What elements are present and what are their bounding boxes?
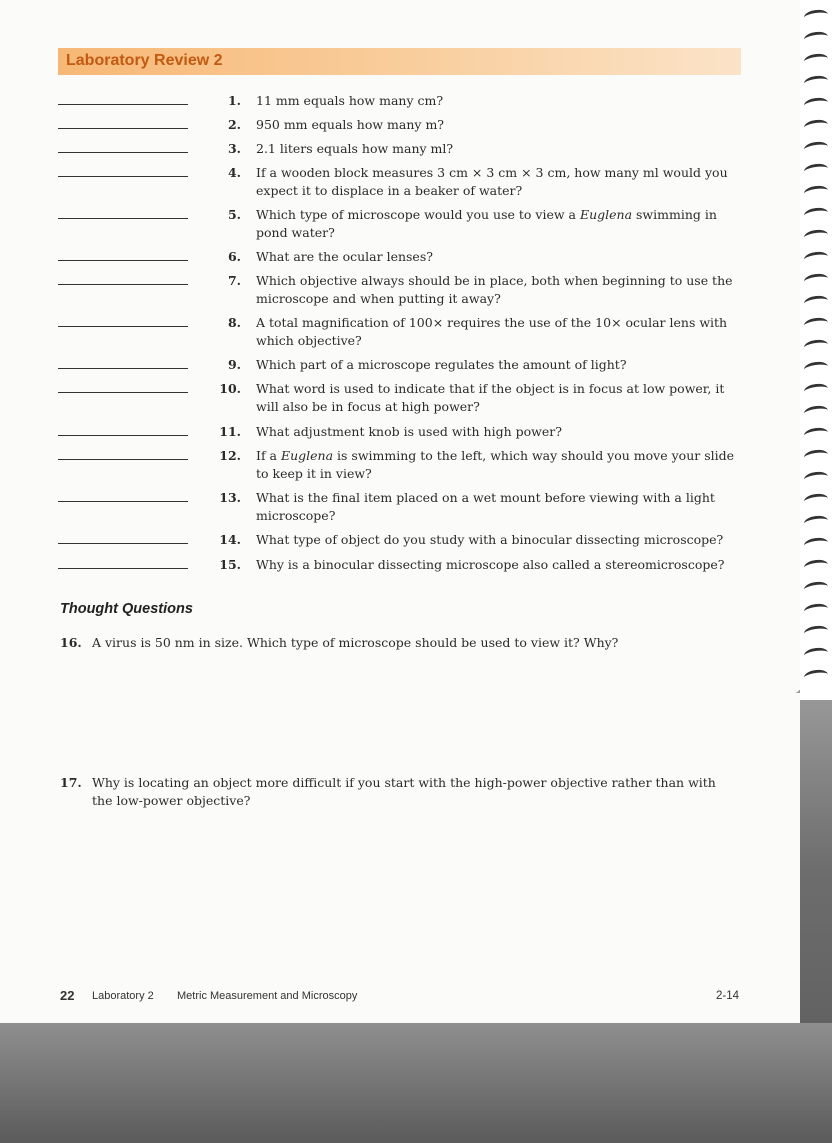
binding-coil [803,140,828,155]
binding-coil [803,228,828,243]
answer-blank[interactable] [58,152,188,153]
page-lower [0,693,800,1023]
footer-section-number: 2-14 [716,990,740,1002]
binding-coil [803,250,828,265]
footer-subtitle: Metric Measurement and Microscopy [177,990,358,1002]
binding-coil [803,8,828,23]
answer-blank[interactable] [58,176,188,177]
question-number: 2. [227,117,241,132]
question-number: 15. [219,557,241,572]
question-text: What are the ocular lenses? [256,249,433,264]
answer-blank[interactable] [58,368,188,369]
question-text: What adjustment knob is used with high power? [256,424,562,439]
question-number: 1. [227,93,241,108]
question-number: 16. [60,635,82,650]
answer-blank[interactable] [58,392,188,393]
question-text: Which objective always should be in place, both when beginning to use the microscope and when putting it away? [256,273,733,306]
binding-coil [803,360,828,375]
scan-shadow [0,1023,832,1143]
binding-coil [803,162,828,177]
question-number: 7. [227,273,241,288]
binding-coil [803,272,828,287]
question-text: 2.1 liters equals how many ml? [256,141,454,156]
binding-coil [803,624,828,639]
binding-coil [803,382,828,397]
answer-blank[interactable] [58,326,188,327]
italic-term: Euglena [280,448,334,463]
binding-coil [803,206,828,221]
question-text: What is the final item placed on a wet mount before viewing with a light microscope? [256,490,715,523]
binding-coil [803,30,828,45]
question-number: 9. [227,357,241,372]
answer-blank[interactable] [58,284,188,285]
question-text: 950 mm equals how many m? [256,117,444,132]
italic-term: Euglena [579,207,633,222]
answer-blank[interactable] [58,218,188,219]
answer-blank[interactable] [58,543,188,544]
page-number: 22 [60,988,75,1003]
answer-blank[interactable] [58,128,188,129]
answer-blank[interactable] [58,260,188,261]
binding-coil [803,74,828,89]
binding-coil [803,470,828,485]
question-text: Which type of microscope would you use to view a Euglena swimming in pond water? [256,207,717,240]
binding-coil [803,404,828,419]
binding-coil [803,536,828,551]
binding-coil [803,448,828,463]
binding-coil [803,580,828,595]
spiral-binding [800,0,832,700]
question-number: 4. [227,165,241,180]
section-header [58,48,741,75]
binding-coil [803,338,828,353]
question-number: 17. [60,775,82,790]
question-number: 6. [227,249,241,264]
binding-coil [803,316,828,331]
section-title: Laboratory Review 2 [66,52,223,69]
answer-blank[interactable] [58,501,188,502]
binding-coil [803,492,828,507]
question-number: 3. [227,141,241,156]
answer-blank[interactable] [58,568,188,569]
question-text: What word is used to indicate that if the object is in focus at low power, it will also be in focus at high power? [256,381,725,414]
binding-coil [803,426,828,441]
binding-coil [803,184,828,199]
question-text: Why is a binocular dissecting microscope also called a stereomicroscope? [256,557,725,572]
question-number: 8. [227,315,241,330]
question-text: A virus is 50 nm in size. Which type of microscope should be used to view it? Why? [92,635,619,650]
question-text: Which part of a microscope regulates the amount of light? [256,357,627,372]
footer-lab: Laboratory 2 [92,990,154,1002]
question-number: 11. [219,424,241,439]
binding-coil [803,96,828,111]
question-text: If a wooden block measures 3 cm × 3 cm × 3 cm, how many ml would you expect it to displace in a beaker of water? [256,165,728,198]
answer-blank[interactable] [58,459,188,460]
binding-coil [803,52,828,67]
question-text: A total magnification of 100× requires the use of the 10× ocular lens with which objective? [256,315,728,348]
question-text: 11 mm equals how many cm? [256,93,444,108]
binding-coil [803,118,828,133]
binding-coil [803,558,828,573]
question-number: 10. [219,381,241,396]
question-number: 13. [219,490,241,505]
binding-coil [803,294,828,309]
binding-coil [803,668,828,683]
question-number: 12. [219,448,241,463]
question-text: If a Euglena is swimming to the left, which way should you move your slide to keep it in view? [256,448,734,481]
question-text: Why is locating an object more difficult if you start with the high-power objective rather than with the low-power objective? [92,775,716,808]
question-text: What type of object do you study with a binocular dissecting microscope? [256,532,724,547]
question-number: 5. [227,207,241,222]
binding-coil [803,602,828,617]
thought-questions-heading: Thought Questions [60,601,193,617]
answer-blank[interactable] [58,435,188,436]
binding-coil [803,646,828,661]
answer-blank[interactable] [58,104,188,105]
binding-coil [803,514,828,529]
question-number: 14. [219,532,241,547]
